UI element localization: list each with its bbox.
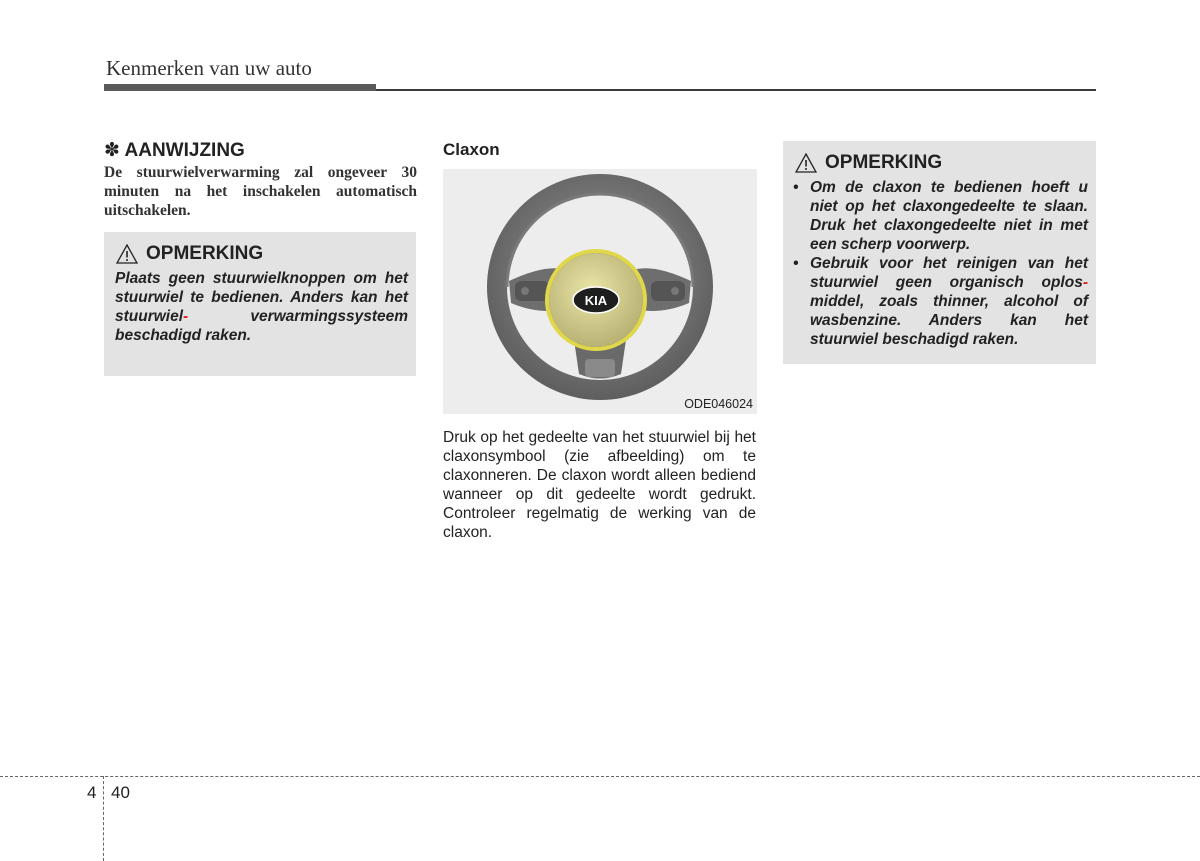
footer-rule — [0, 776, 1200, 777]
section-body: Druk op het gedeelte van het stuurwiel bij het claxonsymbool (zie afbeelding) om te claxonneren. De claxon wordt alleen bediend wanneer op dit gedeelte wordt gedrukt. Controleer regelmatig de werking van de claxon. — [443, 429, 756, 541]
warning-triangle-icon — [795, 153, 817, 173]
warning-text-part-2: verwarmingssysteem beschadigd raken. — [115, 308, 408, 344]
list-item-text: Om de claxon te bedienen hoeft u niet op het claxongedeelte te slaan. Druk het claxongedeelte niet in met een scherp voorwerp. — [810, 179, 1088, 253]
note-title: AANWIJZING — [124, 140, 245, 161]
kia-logo-text: KIA — [584, 293, 608, 308]
warning-title: OPMERKING — [825, 152, 943, 173]
list-item — [793, 254, 1088, 349]
steering-wheel-figure — [443, 169, 757, 414]
steering-wheel-illustration — [443, 169, 757, 414]
list-item-text-part-2: middel, zoals thinner, alcohol of wasbenzine. Anders kan het stuurwiel beschadigd raken. — [810, 293, 1088, 348]
bullet-icon: • — [793, 255, 799, 272]
page-header-title: Kenmerken van uw auto — [106, 56, 312, 80]
list-item-hyphen: - — [1082, 274, 1088, 291]
warning-title: OPMERKING — [146, 243, 264, 264]
header-rule-accent — [104, 84, 376, 91]
warning-box-horn — [783, 141, 1096, 364]
warning-triangle-icon — [116, 244, 138, 264]
footer-divider — [103, 776, 104, 861]
note-heading — [104, 139, 245, 162]
bullet-icon: • — [793, 179, 799, 196]
list-item — [793, 178, 1088, 254]
list-item-text-part-1: Gebruik voor het reinigen van het stuurwiel geen organisch oplos — [810, 255, 1088, 291]
warning-text — [115, 269, 408, 345]
figure-code: ODE046024 — [684, 397, 753, 411]
warning-text-part-1: Plaats geen stuurwielknoppen om het stuurwiel te bedienen. Anders kan het stuurwiel — [115, 270, 408, 325]
warning-list — [793, 178, 1088, 349]
note-body: De stuurwielverwarming zal ongeveer 30 minuten na het inschakelen automatisch uitschakelen. — [104, 164, 417, 219]
warning-heading — [795, 152, 942, 174]
warning-heading — [116, 243, 263, 265]
warning-hyphen: - — [183, 308, 189, 325]
chapter-number: 4 — [87, 783, 97, 802]
list-item-text — [810, 254, 1088, 349]
note-symbol-icon: ✽ — [104, 140, 120, 161]
section-title: Claxon — [443, 140, 500, 159]
warning-box-heated-wheel — [104, 232, 416, 376]
page-number: 40 — [111, 783, 130, 802]
